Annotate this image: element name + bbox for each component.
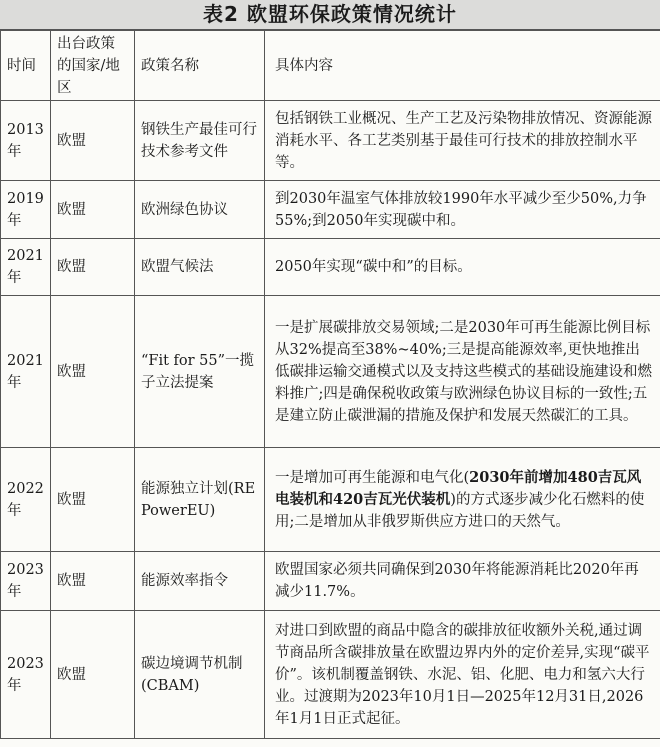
- header-content: 具体内容: [265, 31, 660, 101]
- header-issuer: 出台政策的国家/地区: [51, 31, 135, 101]
- cell-content: 到2030年温室气体排放较1990年水平减少至少50%,力争55%;到2050年实现碳中和。: [265, 181, 660, 239]
- cell-issuer: 欧盟: [51, 101, 135, 181]
- cell-issuer: 欧盟: [51, 448, 135, 552]
- table-row: [1, 611, 660, 739]
- cell-name: 钢铁生产最佳可行技术参考文件: [135, 101, 265, 181]
- content-emphasis: 2030年前增加480吉瓦风电装机和420吉瓦光伏装机: [275, 468, 642, 508]
- table-row: [1, 552, 660, 611]
- table-row: [1, 101, 660, 181]
- table-row: [1, 296, 660, 448]
- cell-time: 2013年: [1, 101, 51, 181]
- cell-content: 欧盟国家必须共同确保到2030年将能源消耗比2020年再减少11.7%。: [265, 552, 660, 611]
- content-text: )的方式逐步减少化石燃料的使用;二是增加从非俄罗斯供应方进口的天然气。: [275, 491, 645, 530]
- cell-issuer: 欧盟: [51, 552, 135, 611]
- cell-name: 能源效率指令: [135, 552, 265, 611]
- cell-name: 欧洲绿色协议: [135, 181, 265, 239]
- table-title: 表2 欧盟环保政策情况统计: [0, 0, 660, 30]
- cell-issuer: 欧盟: [51, 611, 135, 739]
- cell-name: “Fit for 55”一揽子立法提案: [135, 296, 265, 448]
- cell-name: 碳边境调节机制(CBAM): [135, 611, 265, 739]
- cell-time: 2021年: [1, 239, 51, 296]
- cell-time: 2022年: [1, 448, 51, 552]
- table-row: [1, 181, 660, 239]
- cell-time: 2019年: [1, 181, 51, 239]
- cell-content: 一是扩展碳排放交易领域;二是2030年可再生能源比例目标从32%提高至38%~40%;三是提高能源效率,更快地推出低碳排运输交通模式以及支持这些模式的基础设施建设和燃料推广;四是确保税收政策与欧洲绿色协议目标的一致性;五是建立防止碳泄漏的措施及保护和发展天然碳汇的工具。: [265, 296, 660, 448]
- header-time: 时间: [1, 31, 51, 101]
- cell-time: 2023年: [1, 552, 51, 611]
- cell-content: 2050年实现“碳中和”的目标。: [265, 239, 660, 296]
- cell-content: 包括钢铁工业概况、生产工艺及污染物排放情况、资源能源消耗水平、各工艺类别基于最佳可行技术的排放控制水平等。: [265, 101, 660, 181]
- table-row: [1, 239, 660, 296]
- cell-issuer: 欧盟: [51, 181, 135, 239]
- content-text: 一是增加可再生能源和电气化(: [275, 469, 470, 486]
- cell-issuer: 欧盟: [51, 296, 135, 448]
- cell-issuer: 欧盟: [51, 239, 135, 296]
- table-header-row: [1, 31, 660, 101]
- cell-time: 2023年: [1, 611, 51, 739]
- policy-table: [0, 30, 660, 739]
- cell-content: 对进口到欧盟的商品中隐含的碳排放征收额外关税,通过调节商品所含碳排放量在欧盟边界内外的定价差异,实现“碳平价”。该机制覆盖钢铁、水泥、铝、化肥、电力和氢六大行业。过渡期为2023年10月1日—2025年12月31日,2026年1月1日正式起征。: [265, 611, 660, 739]
- cell-name: 欧盟气候法: [135, 239, 265, 296]
- cell-time: 2021年: [1, 296, 51, 448]
- cell-content: [265, 448, 660, 552]
- table-row: [1, 448, 660, 552]
- cell-name: 能源独立计划(REPowerEU): [135, 448, 265, 552]
- header-name: 政策名称: [135, 31, 265, 101]
